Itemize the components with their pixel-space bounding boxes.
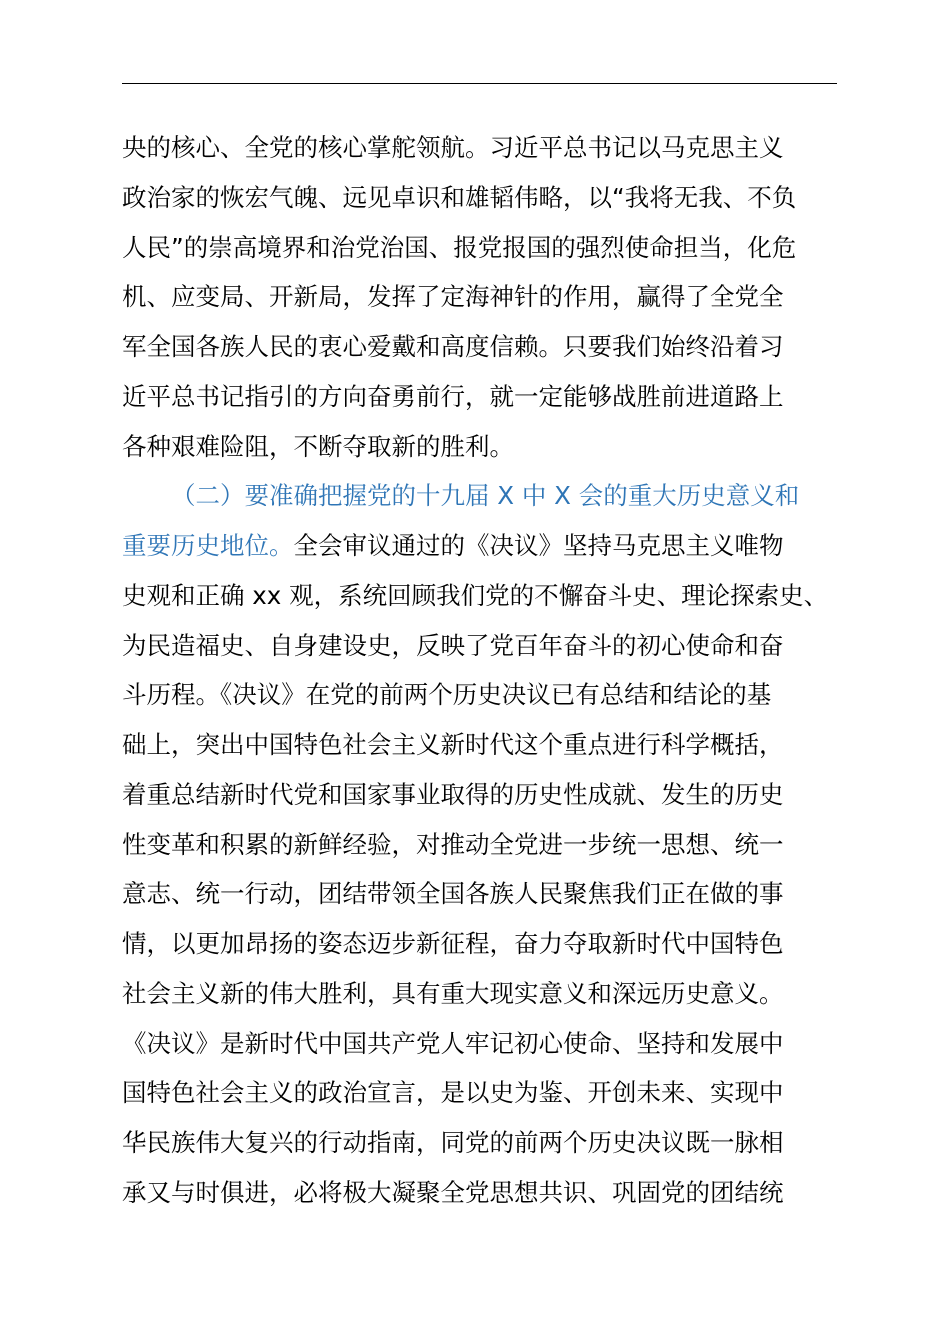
paragraph-2-line: 意志、统一行动，团结带领全国各族人民聚焦我们正在做的事 (122, 879, 784, 909)
paragraph-1-line: 人民”的崇高境界和治党治国、报党报国的强烈使命担当，化危 (122, 232, 797, 262)
paragraph-1-line: 央的核心、全党的核心掌舵领航。习近平总书记以马克思主义 (122, 133, 784, 162)
paragraph-2-line: 史观和正确 xx 观，系统回顾我们党的不懈奋斗史、理论探索史、 (122, 580, 829, 610)
paragraph-2-line: 情，以更加昂扬的姿态迈步新征程，奋力夺取新时代中国特色 (122, 929, 784, 958)
section-heading-line (122, 471, 842, 521)
paragraph-1-line: 近平总书记指引的方向奋勇前行，就一定能够战胜前进道路上 (122, 381, 784, 411)
paragraph-2-text: 全会审议通过的《决议》坚持马克思主义唯物 (293, 531, 784, 560)
paragraph-2-line: 承又与时俱进，必将极大凝聚全党思想共识、巩固党的团结统 (122, 1177, 784, 1207)
paragraph-2-line: 础上，突出中国特色社会主义新时代这个重点进行科学概括， (122, 730, 784, 759)
paragraph-2-line: 《决议》是新时代中国共产党人牢记初心使命、坚持和发展中 (122, 1028, 784, 1058)
header-divider (122, 83, 837, 84)
paragraph-1-line: 军全国各族人民的衷心爱戴和高度信赖。只要我们始终沿着习 (122, 332, 784, 361)
paragraph-2-line: 国特色社会主义的政治宣言，是以史为鉴、开创未来、实现中 (122, 1078, 784, 1108)
paragraph-1-line: 各种艰难险阻，不断夺取新的胜利。 (122, 431, 514, 461)
section-heading: （二）要准确把握党的十九届 X 中 X 会的重大历史意义和 (171, 481, 800, 511)
paragraph-2-line: 着重总结新时代党和国家事业取得的历史性成就、发生的历史 (122, 779, 784, 809)
paragraph-1-line: 政治家的恢宏气魄、远见卓识和雄韬伟略，以“我将无我、不负 (122, 182, 797, 212)
document-body (122, 123, 842, 1218)
paragraph-2-line: 为民造福史、自身建设史，反映了党百年奋斗的初心使命和奋 (122, 630, 784, 660)
paragraph-2-line: 性变革和积累的新鲜经验，对推动全党进一步统一思想、统一 (122, 829, 784, 859)
paragraph-2-line: 华民族伟大复兴的行动指南，同党的前两个历史决议既一脉相 (122, 1128, 784, 1157)
section-heading-tail: 重要历史地位。 (122, 531, 294, 560)
paragraph-2-line (122, 521, 842, 571)
paragraph-2-line: 斗历程。《决议》在党的前两个历史决议已有总结和结论的基 (122, 680, 772, 710)
paragraph-2-line: 社会主义新的伟大胜利，具有重大现实意义和深远历史意义。 (122, 978, 784, 1008)
paragraph-1-line: 机、应变局、开新局，发挥了定海神针的作用，赢得了全党全 (122, 282, 784, 312)
